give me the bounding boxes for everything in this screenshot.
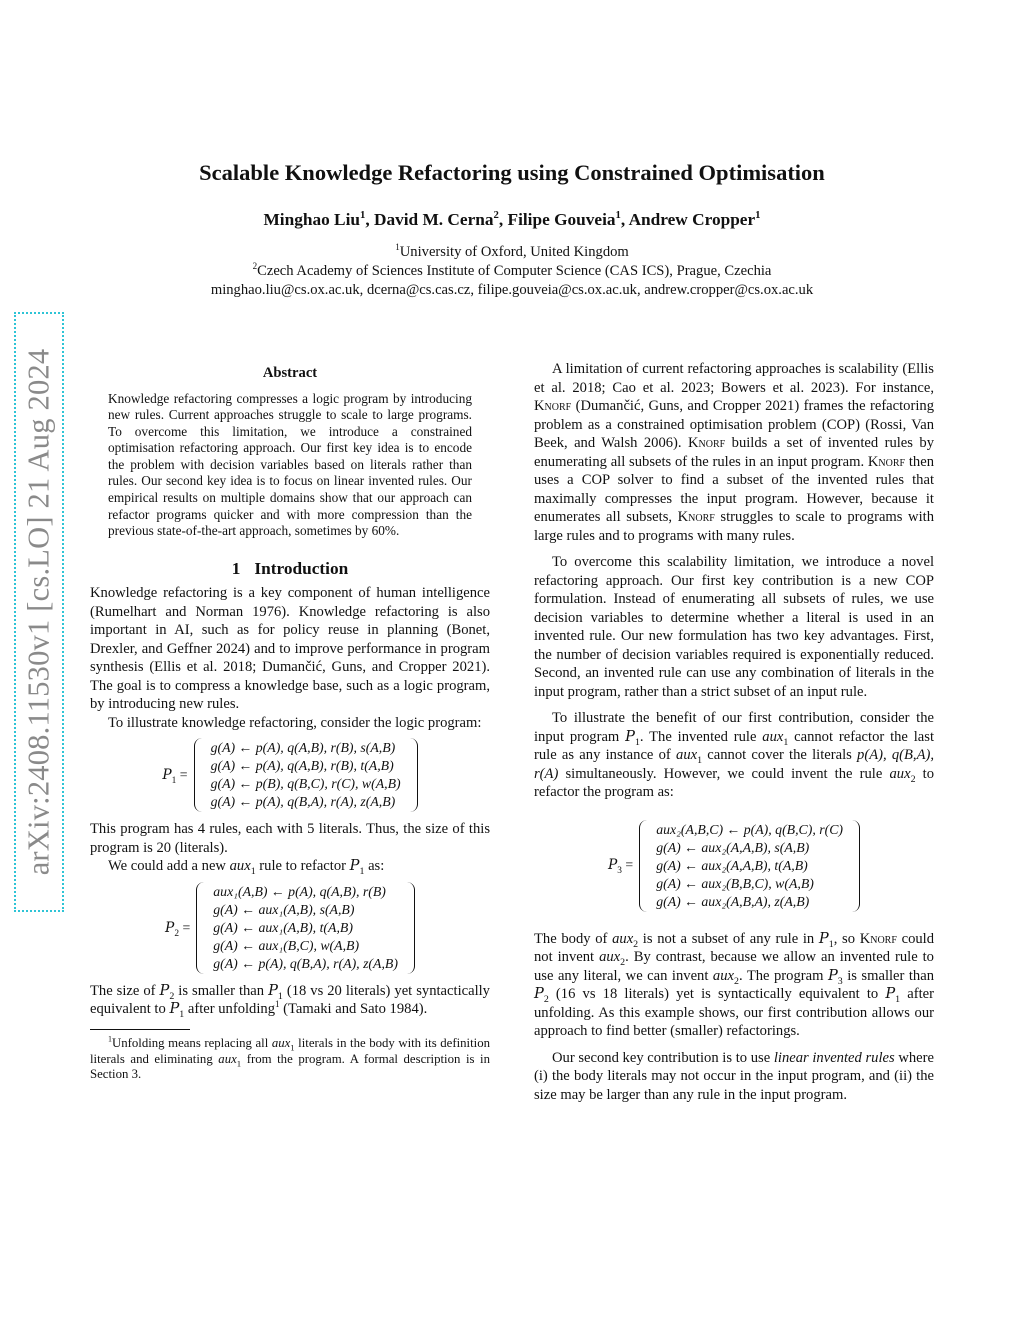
paper-title: Scalable Knowledge Refactoring using Constrained Optimisation [199,160,825,185]
rule: g(A) ← p(A), q(A,B), r(B), s(A,B) [210,740,396,756]
right-column [534,360,934,1104]
rule: g(A) ← aux₂(A,A,B), t(A,B) [656,857,808,873]
author-list: Minghao Liu$^1$, David M. Cerna$^2$, Filipe Gouveia$^1$, Andrew Cropper$^1$ [263,209,761,229]
affiliation-2: $^2$Czech Academy of Sciences Institute of Computer Science (CAS ICS), Prague, Czechia [252,261,772,279]
left-column [90,360,490,1083]
paragraph: Knowledge refactoring is a key component of human intelligence (Rumelhart and Norman 1976). Knowledge refactoring is also important in AI, such as for policy reuse in planning (Bonet, Drexler, and Geffner 2024) and to improve performance in program synthesis (Ellis et al. 2018; Dumančić, Guns, and Cropper 2021). The goal is to compress a knowledge base, such as a logic program, by introducing new rules. [90,585,490,713]
abstract-text: Knowledge refactoring compresses a logic program by introducing new rules. Current approaches struggle to scale to large programs. To overcome this limitation, we introduce a constrained optimisation refactoring approach. Our first key idea is to encode the problem with decision variables based on literals rather than rules. Our second key idea is to focus on linear invented rules. Our empirical results on multiple domains show that our approach can refactor programs quicker and with more compression than the previous state-of-the-art approach, sometimes by 60%. [108,390,472,539]
author-name: Andrew Cropper [628,210,756,229]
paragraph: We could add a new aux$_1$ rule to refactor $P_1$ as: [108,857,385,878]
author-name: Filipe Gouveia [507,210,616,229]
paragraph: To illustrate knowledge refactoring, consider the logic program: [108,714,482,731]
rule: g(A) ← p(A), q(B,A), r(A), z(A,B) [213,955,398,971]
footnote-rule [90,1029,190,1030]
abstract [108,391,472,540]
paragraph: A limitation of current refactoring approaches is scalability (Ellis et al. 2018; Cao et al. 2023; Bowers et al. 2023). For instance, Knorf (Dumančić, Guns, and Cropper 2021) frames the refactoring problem as a constrained optimisation problem (COP) (Rossi, Van Beek, and Walsh 2006). Knorf builds a set of invented rules by enumerating all subsets of the rules in an input program. Knorf then uses a COP solver to find a subset of the invented rules that maximally compresses the input program. However, because it enumerates all subsets, Knorf struggles to scale to programs with large rules and to programs with many rules. [534,361,934,544]
abstract-heading: Abstract [262,365,318,381]
equation-p1: $P_1$ = g(A) ← p(A), q(A,B), r(B), s(A,B) g(A) ← p(A), q(A,B), r(B), t(A,B) g(A) ← p(B), q(B,C), r(C), w(A,B) g(A) ← p(A), q(B,A), r(A), z(A,B) [90,738,490,812]
author-emails: minghao.liu@cs.ox.ac.uk, dcerna@cs.cas.cz, filipe.gouveia@cs.ox.ac.uk, andrew.cropper@cs.ox.ac.uk [210,282,814,298]
paragraph: To overcome this scalability limitation, we introduce a novel refactoring approach. Our first key contribution is a new COP formulation. Instead of enumerating all subsets of rules, we use decision variables to determine whether a literal is used in an invented rule. Our new formulation has two key advantages. First, the number of decision variables required is exponentially reduced. Second, an invented rule can use any combination of literals in the input program, rather than a strict subset of an input rule. [534,554,934,700]
rule: g(A) ← aux₂(B,B,C), w(A,B) [656,875,814,891]
rule: g(A) ← p(A), q(A,B), r(B), t(A,B) [210,758,394,774]
paragraph: To illustrate the benefit of our first contribution, consider the input program $P_1$. The invented rule aux$_1$ cannot refactor the last rule as any instance of aux$_1$ cannot cover the literals p(A), q(B,A), r(A) simultaneously. However, we could invent the rule aux$_2$ to refactor the program as: [534,710,935,800]
rule: g(A) ← p(A), q(B,A), r(A), z(A,B) [210,794,396,810]
rule: g(A) ← aux₁(B,C), w(A,B) [213,937,360,953]
rule: aux₁(A,B) ← p(A), q(A,B), r(B) [213,883,386,899]
author-name: David M. Cerna [373,210,494,229]
section-heading: 1 Introduction [231,558,349,578]
paragraph: The body of aux$_2$ is not a subset of any rule in $P_1$, so Knorf could not invent aux$_2$. By contrast, because we allow an invented rule to use any literal, we can invent aux$_2$. The program $P_3$ is smaller than $P_2$ (16 vs 18 literals) yet is syntactically equivalent to $P_1$ after unfolding. As this example shows, our first contribution allows our approach to find better (smaller) refactorings. [534,929,935,1039]
footnote: $^1$Unfolding means replacing all aux$_1$ literals in the body with its definition literals and eliminating aux$_1$ from the program. A formal description is in Section 3. [90,1034,491,1082]
paragraph: The size of $P_2$ is smaller than $P_1$ (18 vs 20 literals) yet syntactically equivalent to $P_1$ after unfolding$^1$ (Tamaki and Sato 1984). [90,981,490,1021]
arxiv-stamp-text: arXiv:2408.11530v1 [cs.LO] 21 Aug 2024 [21,348,56,876]
rule: g(A) ← aux₁(A,B), s(A,B) [213,901,355,917]
paragraph: This program has 4 rules, each with 5 literals. Thus, the size of this program is 20 (literals). [90,821,490,856]
affiliation-1: $^1$University of Oxford, United Kingdom [395,242,629,260]
rule: aux₂(A,B,C) ← p(A), q(B,C), r(C) [656,821,843,837]
equation-p3: $P_3$ = aux₂(A,B,C) ← p(A), q(B,C), r(C) g(A) ← aux₂(A,A,B), s(A,B) g(A) ← aux₂(A,A,B), t(A,B) g(A) ← aux₂(B,B,C), w(A,B) g(A) ← aux₂(A,B,A), z(A,B) [534,820,934,912]
rule: g(A) ← aux₂(A,A,B), s(A,B) [656,839,810,855]
equation-p2: $P_2$ = aux₁(A,B) ← p(A), q(A,B), r(B) g(A) ← aux₁(A,B), s(A,B) g(A) ← aux₁(A,B), t(A,B) g(A) ← aux₁(B,C), w(A,B) g(A) ← p(A), q(B,A), r(A), z(A,B) [90,882,490,974]
author-name: Minghao Liu [263,210,360,229]
rule: g(A) ← aux₂(A,B,A), z(A,B) [656,893,810,909]
paragraph: Our second key contribution is to use linear invented rules where (i) the body literals may not occur in the input program, and (ii) the size may be larger than any rule in the input program. [534,1049,934,1103]
arxiv-stamp [14,312,64,912]
rule: g(A) ← aux₁(A,B), t(A,B) [213,919,353,935]
rule: g(A) ← p(B), q(B,C), r(C), w(A,B) [210,776,401,792]
